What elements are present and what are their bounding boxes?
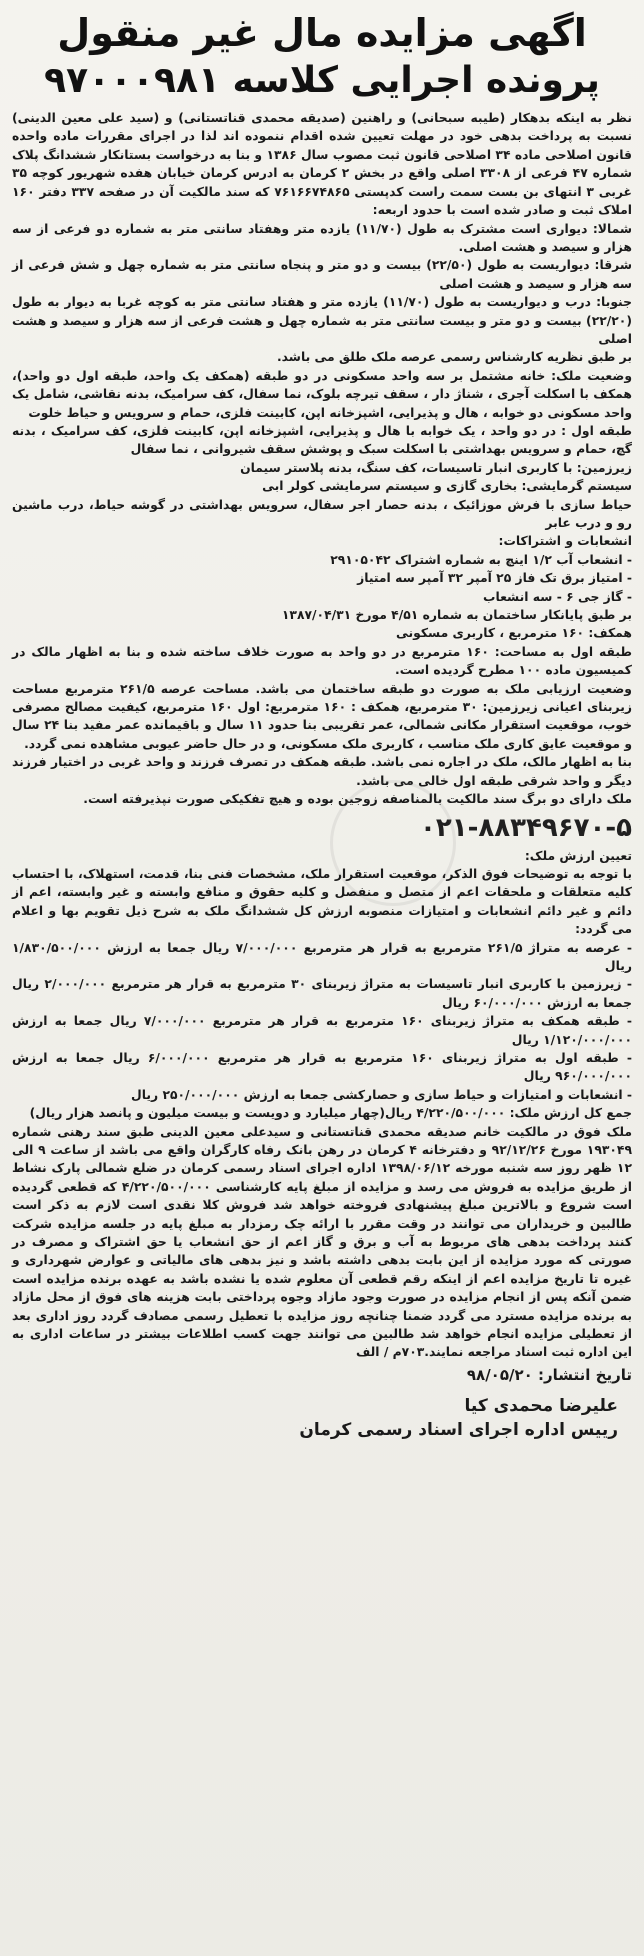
paragraph: انشعابات و اشتراکات: [498, 534, 632, 549]
paragraph: حیاط سازی با فرش موزائیک ، بدنه حصار اجر سفال، سرویس بهداشتی در گوشه حیاط، درب ماشین رو و درب عابر [12, 497, 632, 531]
paragraph: - گاز جی ۶ - سه انشعاب [483, 589, 632, 604]
paragraph: - طبقه اول به متراژ زیربنای ۱۶۰ مترمربع به قرار هر مترمربع ۶/۰۰۰/۰۰۰ ریال جمعا به ارزش ۹۶۰/۰۰۰/۰۰۰ ریال [12, 1050, 632, 1084]
paragraph: شمالا: دیواری است مشترک به طول (۱۱/۷۰) یازده متر وهفتاد سانتی متر به شماره دو فرعی از سه هزار و سیصد و هشت اصلی. [12, 221, 633, 254]
paragraph: بنا به اظهار مالک، ملک در اجاره نمی باشد. طبقه همکف در تصرف فرزند و واحد غربی در اختیار فرزند دیگر و واحد شرقی طبقه اول خالی می باشد. [12, 755, 632, 788]
paragraph: - زیرزمین با کاربری انبار تاسیسات به متراژ زیربنای ۳۰ مترمربع به قرار هر مترمربع ۲/۰۰۰/۰۰۰ ریال جمعا به ارزش ۶۰/۰۰۰/۰۰۰ ریال [12, 977, 632, 1010]
paragraph: بر طبق پایانکار ساختمان به شماره ۴/۵۱ مورخ ۱۳۸۷/۰۴/۳۱ [281, 608, 632, 623]
paragraph: جمع کل ارزش ملک: ۴/۲۲۰/۵۰۰/۰۰۰ ریال(چهار میلیارد و دویست و بیست میلیون و پانصد هزار ریال) [29, 1106, 632, 1121]
paragraph: - انشعاب آب ۱/۲ اینچ به شماره اشتراک ۲۹۱۰۵۰۴۲ [330, 552, 632, 567]
paragraph: شرقا: دیواریست به طول (۲۲/۵۰) بیست و دو متر و پنجاه سانتی متر به شماره چهل و شش فرعی از سه هزار و سیصد و هشت اصلی [12, 258, 633, 291]
paragraph: تعیین ارزش ملک: [524, 848, 632, 863]
signatory-role: رییس اداره اجرای اسناد رسمی کرمان [299, 1420, 618, 1441]
paragraph: با توجه به توضیحات فوق الذکر، موقعیت استقرار ملک، مشخصات فنی بنا، قدمت، استهلاک، با احتساب کلیه متعلقات و ملحقات اعم از متصل و منفصل و کلیه حقوق و منافع وابسته و غیر وابسته، اعم از دائم و غیر دائم انشعابات و امتیازات منصوبه ارزش کل ششدانگ ملک به شرح ذیل تقویم بها و اعلام می گردد: [12, 866, 632, 937]
paragraph: وضعیت ارزیابی ملک به صورت دو طبقه ساختمان می باشد. مساحت عرصه ۲۶۱/۵ مترمربع مساحت زیربنای اعیانی زیرزمین: ۳۰ مترمربع، همکف : ۱۶۰ مترمربع: اول ۱۶۰ مترمربع، کیفیت مصالح مصرفی خوب، موقعیت استقرار مکانی شمالی، عمر تقریبی بنا حدود ۱۱ سال و باقیمانده عمر مفید بنا ۲۴ سال و موقعیت عایق کاری ملک مناسب ، کاربری ملک مسکونی، و در حال حاضر عیوبی مشاهده نمی گردد. [12, 681, 632, 751]
paragraph: ملک دارای دو برگ سند مالکیت بالمناصفه زوجین بوده و هیچ تفکیکی صورت نپذیرفته است. [83, 792, 632, 807]
paragraph: نظر به اینکه بدهکار (طیبه سبحانی) و راهنین (صدیقه محمدی قناتستانی) و (سید علی معین الدینی) نسبت به پرداخت بدهی خود در مهلت تعیین شده اقدام ننموده اند لذا در اجرای مقررات ماده واحده قانون اصلاحی ماده ۳۴ اصلاحی قانون ثبت مصوب سال ۱۳۸۶ و بنا به درخواست بستانکار ششدانگ پلاک شماره ۴۷ فرعی از ۳۳۰۸ اصلی واقع در بخش ۲ کرمان به ادرس کرمان خیابان هفده شهریور کوچه ۳۵ غربی ۳ انتهای بن بست سمت راست کدپستی ۷۶۱۶۶۷۴۸۶۵ که سند مالکیت آن در صفحه ۳۳۷ دفتر ۱۶۰ املاک ثبت و صادر شده است با حدود اربعه: [12, 111, 633, 218]
paragraph: - عرصه به متراژ ۲۶۱/۵ مترمربع به قرار هر مترمربع ۷/۰۰۰/۰۰۰ ریال جمعا به ارزش ۱/۸۳۰/۵۰۰/۰۰۰ ریال [12, 940, 632, 973]
case-number-title: پرونده اجرایی کلاسه ۹۷۰۰۰۹۸۱ [44, 59, 600, 101]
publish-date: تاریخ انتشار: ۹۸/۰۵/۲۰ [466, 1365, 632, 1384]
signatory-name: علیرضا محمدی کیا [464, 1396, 618, 1417]
paragraph: - امتیاز برق تک فاز ۲۵ آمپر ۳۲ آمپر سه امتیاز [357, 571, 632, 586]
notice-body [12, 109, 632, 1384]
paragraph: ملک فوق در مالکیت خانم صدیقه محمدی قناتستانی و سیدعلی معین الدینی طبق سند رهنی شماره ۱۹۳۰۴۹ مورخ ۹۲/۱۲/۲۶ و دفترخانه ۴ کرمان در رهن بانک رفاه کارگران واقع می باشد از ساعت ۹ الی ۱۲ ظهر روز سه شنبه مورخه ۱۳۹۸/۰۶/۱۲ اداره اجرای اسناد رسمی کرمان در ضلع شمالی پارک نشاط از طریق مزایده به فروش می رسد و مزایده از مبلغ پایه کارشناسی ۴/۲۲۰/۵۰۰/۰۰۰ که قطعی گردیده است شروع و بالاترین مبلغ پیشنهادی فروخته خواهد شد فروش کلا نقدی است لازم به ذکر است طالبین و خریداران می توانند در وقت مقرر با ارائه چک رمزدار به مبلغ پایه در جلسه مزایده شرکت کنند پرداخت بدهی های مربوط به آب و برق و گاز اعم از حق انشعاب یا حق اشتراک و مصرف در صورتی که مورد مزایده از این بابت بدهی داشته باشد و نیز بدهی های مالیاتی و عوارض شهرداری و غیره تا تاریخ مزایده اعم از اینکه رقم قطعی آن معلوم شده یا نشده باشد به عهده برنده مزایده است ضمن آنکه پس از انجام مزایده در صورت وجود مازاد وجوه پرداختی بابت هزینه های فوق از محل مازاد به برنده مزایده مسترد می گردد ضمنا چنانچه روز مزایده با تعطیل رسمی مصادف گردد روز اداری بعد از تعطیلی مزایده انجام خواهد شد طالبین می توانند جهت کسب اطلاعات بیشتر در ساعات اداری به این اداره ثبت اسناد مراجعه نمایند.۷۰۳م / الف [12, 1124, 632, 1360]
signature-block [12, 1394, 632, 1442]
paragraph: طبقه اول : در دو واحد ، یک خوابه با هال و پذیرایی، اشپزخانه اپن، کابینت فلزی، کف سرامیک ، بدنه گچ، حمام و سرویس بهداشتی با اسکلت سبک و پوشش سقف شیروانی ، نما سفال [12, 423, 632, 457]
paragraph: طبقه اول به مساحت: ۱۶۰ مترمربع در دو واحد به صورت خلاف ساخته شده و بنا به اظهار مالک در کمیسیون ماده ۱۰۰ مطرح گردیده است. [12, 644, 632, 678]
phone-number: ۰۲۱-۸۸۳۴۹۶۷۰-۵ [419, 812, 632, 843]
paragraph: جنوبا: درب و دیواریست به طول (۱۱/۷۰) یازده متر و هفتاد سانتی متر به کوچه غربا به دیوار به طول (۲۲/۲۰) بیست و دو متر و بیست سانتی متر به شماره چهل و هشت فرعی از سه هزار و سیصد و هشت اصلی [12, 295, 632, 346]
paragraph: زیرزمین: با کاربری انبار تاسیسات، کف سنگ، بدنه پلاستر سیمان [240, 460, 632, 475]
paragraph: - انشعابات و امتیازات و حیاط سازی و حصارکشی جمعا به ارزش ۲۵۰/۰۰۰/۰۰۰ ریال [131, 1087, 632, 1102]
page-title: اگهی مزایده مال غیر منقول [57, 11, 587, 55]
paragraph: - طبقه همکف به متراژ زیربنای ۱۶۰ مترمربع به قرار هر مترمربع ۷/۰۰۰/۰۰۰ ریال جمعا به ارزش ۱/۱۲۰/۰۰۰/۰۰۰ ریال [12, 1014, 632, 1047]
paragraph: سیستم گرمایشی: بخاری گازی و سیستم سرمایشی کولر ابی [262, 479, 632, 494]
paragraph: بر طبق نظریه کارشناس رسمی عرصه ملک طلق می باشد. [276, 350, 632, 365]
paragraph: وضعیت ملک: خانه مشتمل بر سه واحد مسکونی در دو طبقه (همکف یک واحد، طبقه اول دو واحد)، همکف با اسکلت آجری ، شناژ دار ، سقف تیرچه بلوک، نما سفال، کف سرامیک، بدنه نقاشی، شامل یک واحد مسکونی دو خوابه ، هال و پذیرایی، اشپزخانه اپن، کابینت فلزی، حمام و سرویس و حیاط خلوت [12, 368, 632, 420]
paragraph: همکف: ۱۶۰ مترمربع ، کاربری مسکونی [396, 626, 632, 641]
